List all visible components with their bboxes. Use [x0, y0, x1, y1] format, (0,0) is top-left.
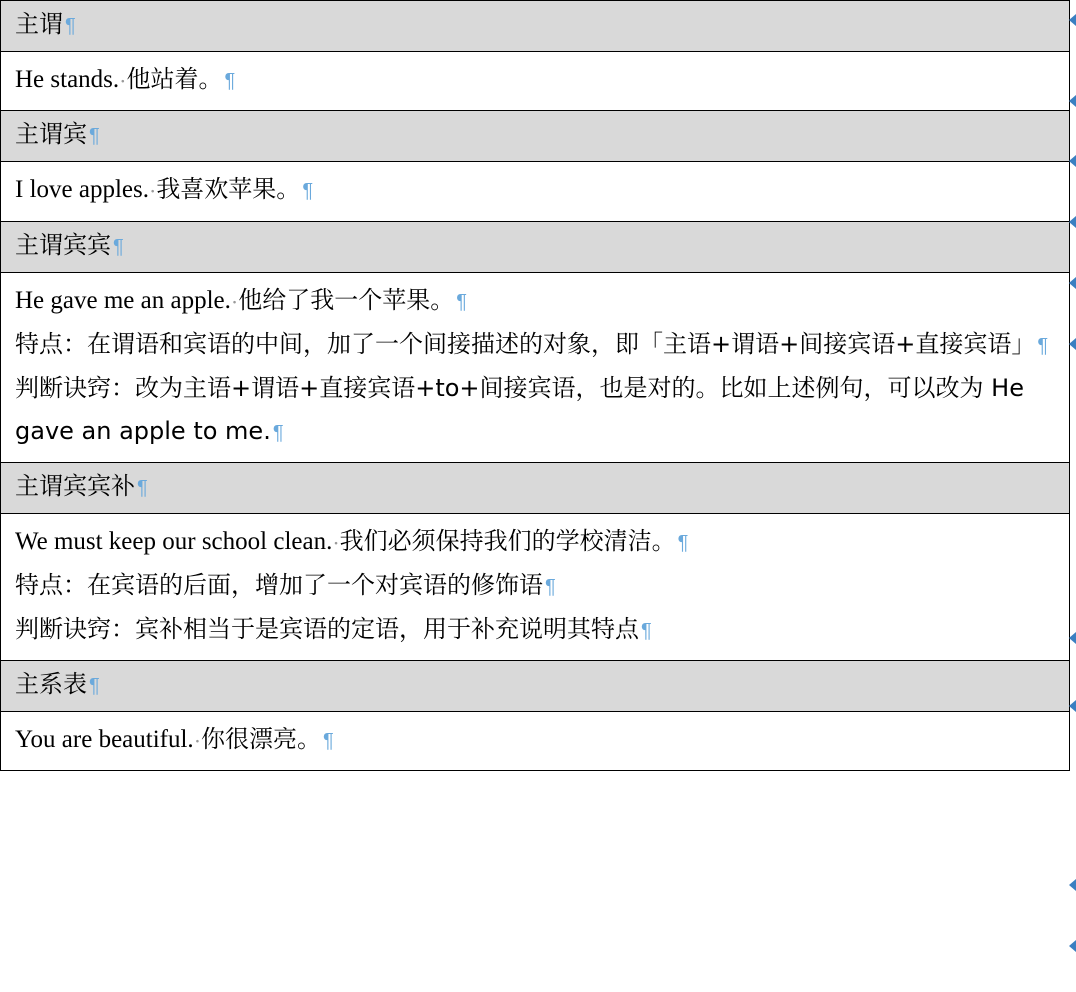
- pattern-header-cell[interactable]: [1, 111, 1070, 162]
- example-english: I love apples.: [15, 176, 149, 204]
- note-text: 判断诀窍：改为主语+谓语+直接宾语+to+间接宾语，也是对的。比如上述例句，可以改为 He gave an apple to me.: [15, 373, 1024, 445]
- paragraph-mark-icon: ¶: [677, 531, 689, 554]
- pattern-header-cell[interactable]: [1, 661, 1070, 712]
- example-line: [15, 520, 1055, 564]
- pattern-header-line: [15, 7, 1055, 43]
- example-english: You are beautiful.: [15, 726, 194, 754]
- space-dot-icon: ·: [332, 530, 340, 556]
- table-row[interactable]: [1, 221, 1070, 272]
- paragraph-mark-icon: ¶: [1037, 334, 1049, 357]
- note-line: [15, 564, 1055, 608]
- example-line: [15, 58, 1055, 102]
- space-dot-icon: ·: [119, 68, 127, 94]
- margin-change-marks: [1070, 0, 1076, 992]
- example-chinese: 他站着。: [126, 65, 223, 93]
- note-line: [15, 608, 1055, 652]
- change-mark-10-icon: [1069, 940, 1076, 952]
- pattern-header-line: [15, 469, 1055, 505]
- table-row[interactable]: [1, 513, 1070, 660]
- pattern-header-line: [15, 228, 1055, 264]
- pattern-header-line: [15, 117, 1055, 153]
- example-line: [15, 279, 1055, 323]
- pattern-header-cell[interactable]: [1, 462, 1070, 513]
- example-line: [15, 168, 1055, 212]
- change-mark-5-icon: [1069, 277, 1076, 289]
- table-row[interactable]: [1, 52, 1070, 111]
- example-line: [15, 718, 1055, 762]
- pattern-label: 主谓宾宾补: [15, 471, 135, 500]
- pattern-example-cell[interactable]: [1, 52, 1070, 111]
- example-chinese: 他给了我一个苹果。: [238, 285, 455, 314]
- paragraph-mark-icon: ¶: [641, 620, 652, 643]
- table-body: [1, 1, 1070, 771]
- paragraph-mark-icon: ¶: [89, 675, 100, 698]
- change-mark-1-icon: [1069, 14, 1076, 26]
- pattern-label: 主谓: [15, 10, 63, 38]
- paragraph-mark-icon: ¶: [224, 70, 236, 92]
- pattern-label: 主系表: [15, 670, 87, 699]
- change-mark-7-icon: [1069, 632, 1076, 644]
- pattern-example-cell[interactable]: [1, 712, 1070, 771]
- space-dot-icon: ·: [193, 728, 202, 754]
- table-row[interactable]: [1, 712, 1070, 771]
- example-chinese: 我喜欢苹果。: [156, 175, 301, 204]
- table-row[interactable]: [1, 462, 1070, 513]
- pattern-example-cell[interactable]: [1, 272, 1070, 462]
- paragraph-mark-icon: ¶: [113, 235, 124, 258]
- table-row[interactable]: [1, 661, 1070, 712]
- table-row[interactable]: [1, 1, 1070, 52]
- paragraph-mark-icon: ¶: [302, 180, 314, 203]
- paragraph-mark-icon: ¶: [65, 15, 76, 37]
- pattern-header-line: [15, 667, 1055, 703]
- change-mark-6-icon: [1069, 338, 1076, 350]
- example-english: He gave me an apple.: [15, 286, 231, 314]
- example-chinese: 我们必须保持我们的学校清洁。: [339, 526, 676, 555]
- example-english: He stands.: [15, 66, 120, 93]
- pattern-header-cell[interactable]: [1, 1, 1070, 52]
- example-english: We must keep our school clean.: [15, 527, 333, 555]
- change-mark-9-icon: [1069, 879, 1076, 891]
- pattern-example-cell[interactable]: [1, 162, 1070, 221]
- pattern-example-cell[interactable]: [1, 513, 1070, 660]
- table-row[interactable]: [1, 272, 1070, 462]
- change-mark-8-icon: [1069, 700, 1076, 712]
- paragraph-mark-icon: ¶: [456, 290, 467, 313]
- example-chinese: 你很漂亮。: [201, 725, 322, 754]
- paragraph-mark-icon: ¶: [272, 421, 284, 444]
- table-row[interactable]: [1, 162, 1070, 221]
- change-mark-4-icon: [1069, 216, 1076, 228]
- paragraph-mark-icon: ¶: [137, 476, 148, 499]
- note-line: [15, 367, 1055, 454]
- pattern-label: 主谓宾: [15, 120, 87, 149]
- pattern-header-cell[interactable]: [1, 221, 1070, 272]
- note-text: 特点：在宾语的后面，增加了一个对宾语的修饰语: [15, 571, 543, 600]
- space-dot-icon: ·: [230, 288, 239, 314]
- paragraph-mark-icon: ¶: [323, 730, 334, 753]
- paragraph-mark-icon: ¶: [89, 125, 100, 148]
- table-row[interactable]: [1, 111, 1070, 162]
- pattern-label: 主谓宾宾: [15, 230, 111, 259]
- change-mark-3-icon: [1069, 155, 1076, 167]
- note-text: 判断诀窍：宾补相当于是宾语的定语，用于补充说明其特点: [15, 615, 639, 644]
- space-dot-icon: ·: [148, 178, 157, 204]
- note-line: [15, 323, 1055, 367]
- note-text: 特点：在谓语和宾语的中间，加了一个间接描述的对象，即「主语+谓语+间接宾语+直接宾语」: [15, 329, 1036, 358]
- change-mark-2-icon: [1069, 95, 1076, 107]
- paragraph-mark-icon: ¶: [545, 576, 556, 599]
